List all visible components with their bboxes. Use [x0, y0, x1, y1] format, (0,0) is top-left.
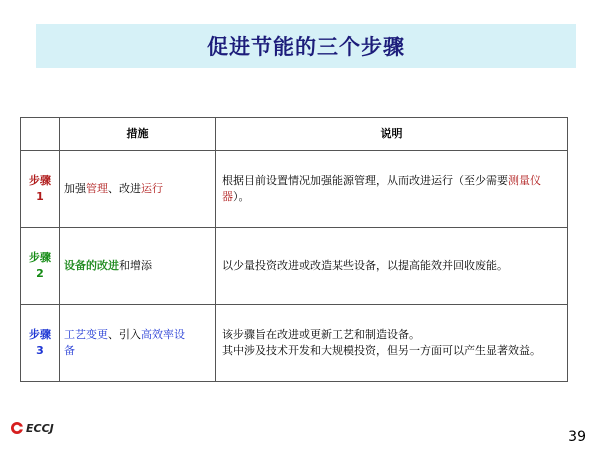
measure-line — [64, 343, 211, 359]
step-word: 步骤 — [29, 328, 51, 341]
slide-title-banner — [36, 24, 576, 68]
description-text: 该步骤旨在改进或更新工艺和制造设备。 — [222, 328, 420, 341]
description-line — [222, 343, 561, 359]
measure-text: 和增添 — [119, 259, 152, 272]
step-number: 1 — [36, 190, 44, 203]
measure-line — [64, 327, 211, 343]
measure-cell — [60, 228, 216, 305]
slide-title: 促进节能的三个步骤 — [207, 35, 405, 59]
description-line — [222, 327, 561, 343]
step-word: 步骤 — [29, 251, 51, 264]
description-text: 根据目前设置情况加强能源管理，从而改进运行（至少需要 — [222, 174, 508, 187]
description-cell — [216, 228, 568, 305]
header-measure: 措施 — [60, 118, 216, 151]
measure-highlight: 高效率设 — [141, 328, 185, 341]
measure-text: 加强 — [64, 182, 86, 195]
measure-highlight: 管理 — [86, 182, 108, 195]
measure-cell — [60, 151, 216, 228]
description-highlight: 测量仪 — [508, 174, 541, 187]
description-text: 其中涉及技术开发和大规模投资，但另一方面可以产生显著效益。 — [222, 344, 541, 357]
description-cell — [216, 151, 568, 228]
step-label — [21, 151, 60, 228]
description-text: 以少量投资改进或改造某些设备，以提高能效并回收废能。 — [222, 259, 508, 272]
description-highlight: 器 — [222, 190, 233, 203]
description-cell — [216, 305, 568, 382]
header-description: 说明 — [216, 118, 568, 151]
description-line — [222, 189, 561, 205]
measure-highlight: 工艺变更 — [64, 328, 108, 341]
measure-highlight: 设备的改进 — [64, 259, 119, 272]
step-number: 3 — [36, 344, 44, 357]
description-text: ）。 — [233, 190, 250, 203]
table-row — [21, 151, 568, 228]
page-number: 39 — [568, 429, 586, 445]
eccj-logo-icon — [10, 421, 24, 435]
measure-cell — [60, 305, 216, 382]
step-label — [21, 305, 60, 382]
step-word: 步骤 — [29, 174, 51, 187]
table-row — [21, 305, 568, 382]
measure-highlight: 备 — [64, 344, 75, 357]
logo-text: ECCJ — [26, 421, 54, 435]
description-line — [222, 258, 561, 274]
header-empty — [21, 118, 60, 151]
step-label — [21, 228, 60, 305]
measure-text: 、改进 — [108, 182, 141, 195]
step-number: 2 — [36, 267, 44, 280]
measure-text: 、引入 — [108, 328, 141, 341]
table-row — [21, 228, 568, 305]
steps-table — [20, 117, 568, 382]
measure-highlight: 运行 — [141, 182, 163, 195]
eccj-logo — [10, 421, 54, 435]
table-header-row — [21, 118, 568, 151]
description-line — [222, 173, 561, 189]
